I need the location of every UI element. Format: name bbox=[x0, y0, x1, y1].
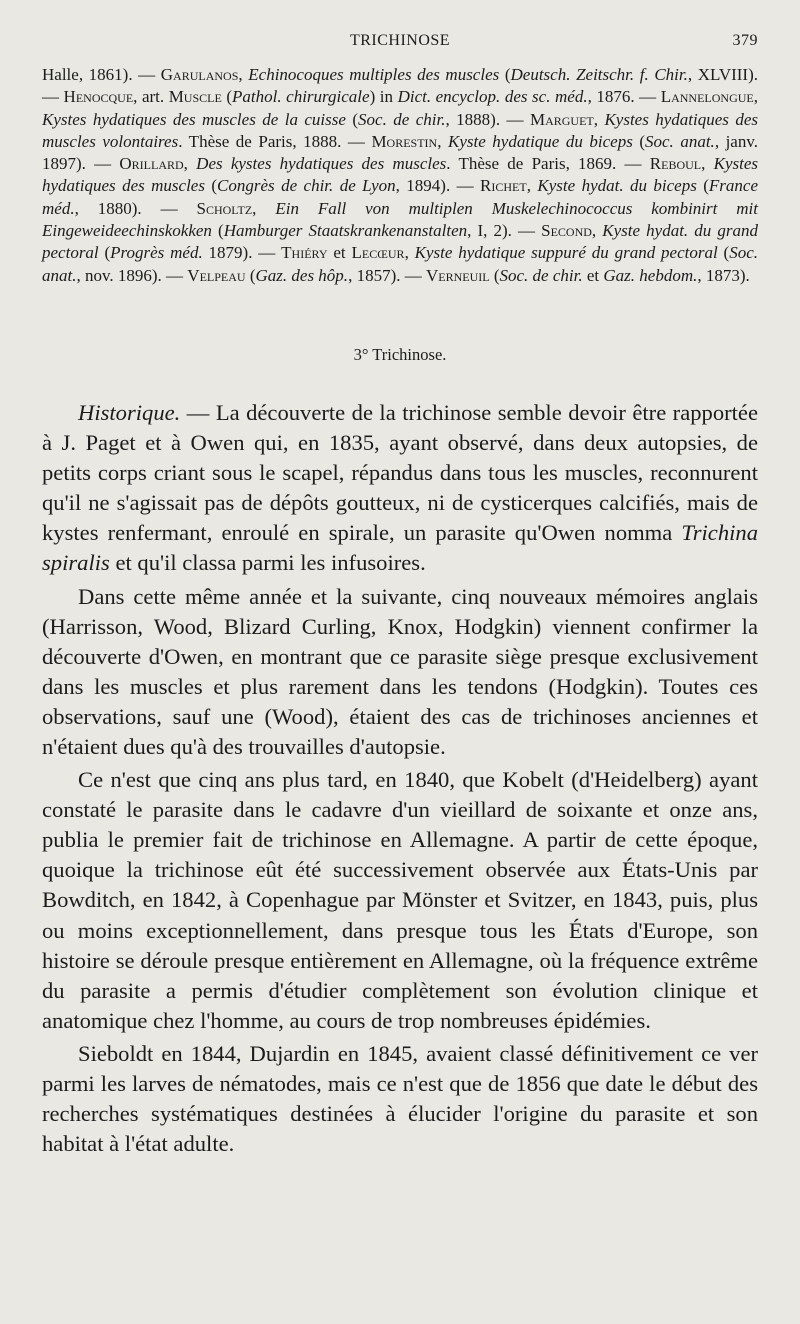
bib-title: Kyste hydatique du biceps bbox=[448, 131, 633, 151]
bib-text: . Thèse de Paris, 1888. — bbox=[178, 131, 372, 151]
bib-text: ( bbox=[98, 243, 111, 263]
page-number: 379 bbox=[732, 32, 758, 49]
bib-title: Kyste hydatique suppuré du grand pectoral bbox=[414, 243, 718, 263]
bib-text: 1879). — bbox=[202, 243, 282, 263]
bib-text: , bbox=[591, 221, 603, 241]
bib-text: , 1894). — bbox=[395, 176, 481, 196]
bib-source: Pathol. chirurgicale bbox=[232, 87, 370, 107]
bib-text: , 1888). — bbox=[445, 109, 530, 129]
bib-text: , bbox=[252, 198, 276, 218]
bib-text: et bbox=[582, 265, 604, 285]
bib-text: ) in bbox=[369, 87, 398, 107]
section-heading: 3° Trichinose. bbox=[353, 344, 447, 364]
running-title: TRICHINOSE bbox=[349, 32, 451, 49]
bib-text: ( bbox=[204, 176, 218, 196]
bib-source: Hamburger Staatskrankenanstalten bbox=[223, 221, 468, 241]
bib-text: ( bbox=[211, 221, 224, 241]
paragraph: Ce n'est que cinq ans plus tard, en 1840, que Kobelt (d'Heidelberg) ayant constaté le parasite dans le cadavre d'un vieillard de soixante et onze ans, publia le premier fait de trichinose en Allemagne. A partir de cette époque, quoique la trichinose eût été successivement observée aux États-Unis par Bowditch, en 1842, à Copenhague par Mönster et Svitzer, en 1843, puis, plus ou moins exceptionnellement, dans presque tous les États d'Europe, son histoire se déroule presque entièrement en Allemagne, où la fréquence extrême du parasite a permis d'étudier complètement son évolution clinique et anatomique chez l'homme, au cours de trop nombreuses épidémies. bbox=[42, 767, 758, 1033]
bib-text: ( bbox=[345, 109, 359, 129]
bib-text: , bbox=[238, 65, 249, 84]
bib-text: , 1880). — bbox=[74, 198, 197, 218]
bib-author: Reboul bbox=[649, 154, 702, 174]
bib-text: , bbox=[183, 154, 197, 174]
species-name: Trichina spiralis bbox=[42, 520, 758, 576]
body-text bbox=[42, 398, 758, 1159]
bib-text: ( bbox=[632, 131, 646, 151]
bib-source: Progrès méd. bbox=[110, 243, 203, 263]
bib-text: , janv. 1897). — bbox=[42, 131, 758, 174]
paragraph-text: et qu'il classa parmi les infusoires. bbox=[109, 550, 426, 576]
bib-text: , bbox=[701, 154, 714, 174]
bib-text: ( bbox=[717, 243, 730, 263]
bib-title: Ein Fall von multiplen Muskelechinococcus kombinirt mit Eingeweideechinskokken bbox=[42, 198, 759, 241]
bib-author: Marguet bbox=[529, 109, 594, 129]
bib-author: Morestin bbox=[371, 131, 438, 151]
bib-source: Gaz. hebdom. bbox=[603, 265, 698, 285]
bib-text: Halle, 1861). — bbox=[42, 65, 161, 84]
bib-source: Soc. anat. bbox=[42, 243, 758, 285]
bib-author: Verneuil bbox=[425, 265, 490, 285]
paragraph: Dans cette même année et la suivante, cinq nouveaux mémoires anglais (Harrisson, Wood, Blizard Curling, Knox, Hodgkin) viennent confirmer la découverte d'Owen, en montrant que ce parasite siège presque exclusivement dans les muscles et plus rarement dans les tendons (Hodgkin). Toutes ces observations, sauf une (Wood), étaient des cas de trichinoses anciennes et n'étaient dues qu'à des trouvailles d'autopsie. bbox=[42, 583, 758, 759]
bib-author: Orillard bbox=[119, 154, 184, 174]
bib-title: Kyste hydat. du grand pectoral bbox=[42, 221, 758, 263]
bibliography-block bbox=[42, 64, 758, 287]
bib-text: . Thèse de Paris, 1869. — bbox=[446, 154, 650, 174]
bib-text: , bbox=[593, 109, 605, 129]
bib-author: Lecœur bbox=[351, 243, 405, 263]
bib-text: ( bbox=[499, 65, 511, 84]
paragraph-lead: Historique. bbox=[78, 399, 181, 425]
paragraph: Sieboldt en 1844, Dujardin en 1845, avaient classé définitivement ce ver parmi les larves de nématodes, mais ce n'est que de 1856 que date le début des recherches systématiques destinées à élucider l'origine du parasite et son habitat à l'état adulte. bbox=[42, 1040, 758, 1157]
bib-author: Velpeau bbox=[187, 265, 246, 285]
bib-text: ( bbox=[245, 265, 256, 285]
bib-source: Soc. de chir. bbox=[358, 109, 446, 129]
bib-text: , I, 2). — bbox=[467, 221, 542, 241]
bib-author: Garulanos bbox=[160, 65, 239, 84]
bib-source: Soc. anat. bbox=[645, 131, 715, 151]
paragraph bbox=[42, 398, 758, 579]
bib-author: Second bbox=[541, 221, 592, 241]
bib-source: Soc. de chir. bbox=[499, 265, 583, 285]
bib-title: Des kystes hydatiques des muscles bbox=[196, 154, 447, 174]
bib-text: , 1876. — bbox=[587, 87, 661, 107]
bib-text: , bbox=[526, 176, 538, 196]
bib-title: Kystes hydatiques des muscles bbox=[42, 154, 759, 196]
bib-text: , XLVIII). — bbox=[42, 65, 758, 107]
bib-title: Kystes hydatiques des muscles volontaires bbox=[42, 109, 759, 151]
bib-source: Deutsch. Zeitschr. f. Chir. bbox=[510, 65, 688, 84]
bib-author: Lannelongue bbox=[660, 87, 754, 107]
bib-text: , 1873). bbox=[697, 265, 750, 285]
running-header bbox=[42, 24, 758, 60]
bib-author: Scholtz bbox=[196, 198, 253, 218]
bib-source: Dict. encyclop. des sc. méd. bbox=[397, 87, 588, 107]
bib-text: ( bbox=[696, 176, 709, 196]
bib-text: , 1857). — bbox=[348, 265, 426, 285]
bib-text: , nov. 1896). — bbox=[76, 265, 188, 285]
bib-text: , bbox=[437, 131, 449, 151]
bib-author: Henocque bbox=[63, 87, 134, 107]
bib-source: Congrès de chir. de Lyon bbox=[217, 176, 396, 196]
bib-author: Richet bbox=[480, 176, 527, 196]
bib-author: Muscle bbox=[168, 87, 222, 107]
bib-text: , bbox=[753, 87, 759, 107]
bib-text: ( bbox=[221, 87, 233, 107]
bib-source: Gaz. des hôp. bbox=[255, 265, 349, 285]
bib-author: Thiéry bbox=[281, 243, 328, 263]
bib-title: Kyste hydat. du biceps bbox=[537, 176, 697, 196]
bib-text: et bbox=[327, 243, 352, 263]
bib-source: France méd. bbox=[42, 176, 759, 218]
bib-text: ( bbox=[489, 265, 500, 285]
paragraph-text: — La découverte de la trichinose semble devoir être rapportée à J. Paget et à Owen qui, en 1835, ayant observé, dans deux autopsies, de petits corps criant sous le scapel, répandus dans tous les muscles, reconnurent qu'il ne s'agissait pas de dépôts goutteux, ni de cysticerques calcifiés, mais de kystes renfermant, enroulé en spirale, un parasite qu'Owen nomma bbox=[42, 399, 758, 546]
bib-title: Kystes hydatiques des muscles de la cuisse bbox=[42, 109, 346, 129]
bib-title: Echinocoques multiples des muscles bbox=[248, 65, 500, 84]
bib-text: , art. bbox=[133, 87, 169, 107]
bib-text: , bbox=[404, 243, 415, 263]
